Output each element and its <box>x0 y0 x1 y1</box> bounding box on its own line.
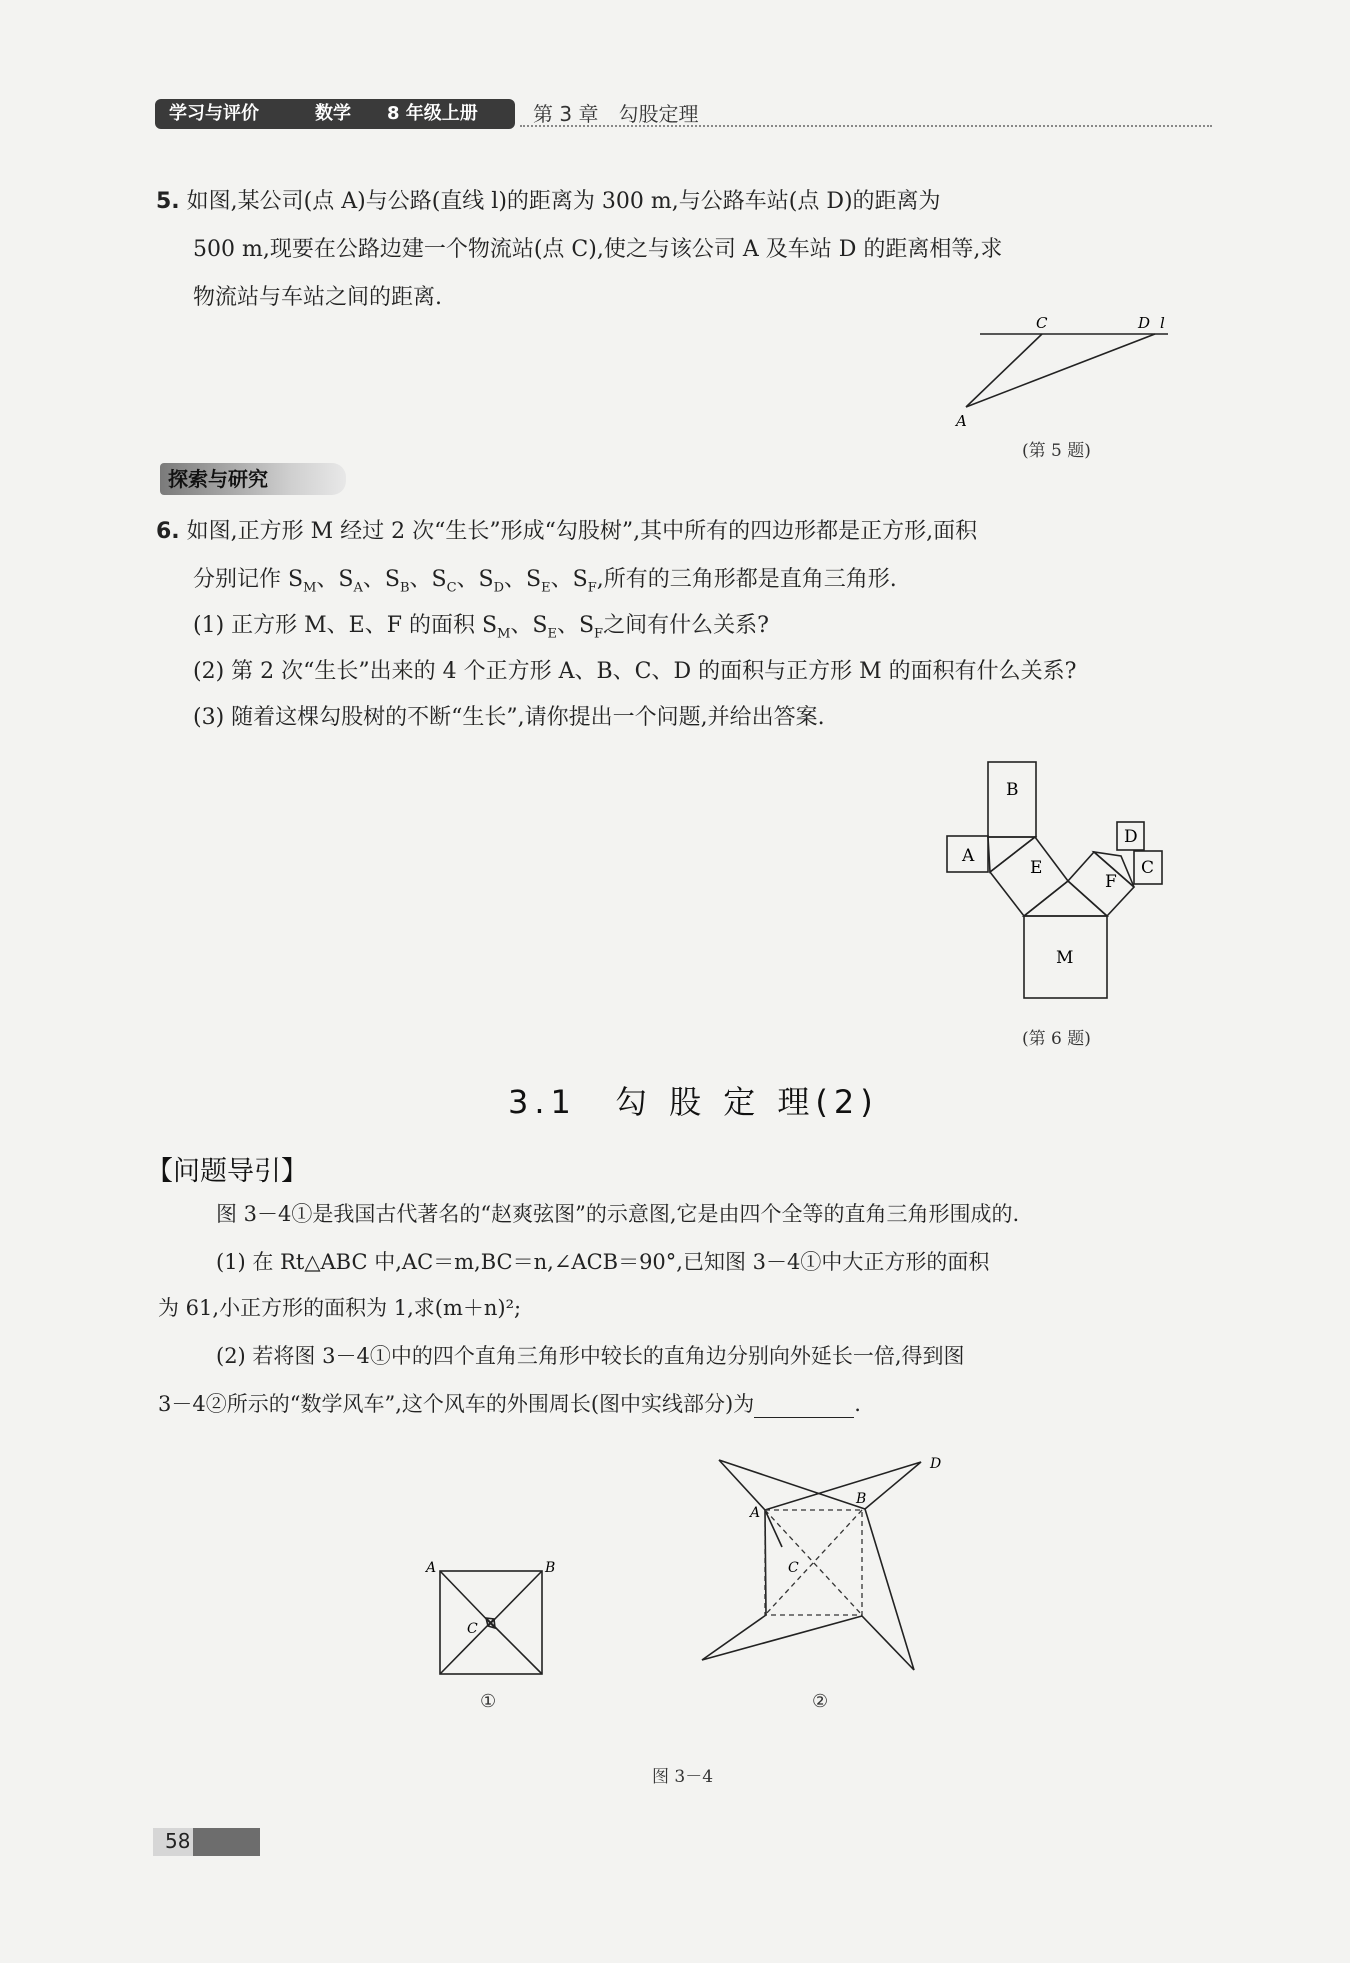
segment-ac <box>966 334 1042 407</box>
triangle-e <box>988 837 1035 872</box>
sub1-e: E <box>547 626 557 642</box>
header-chapter: 第 3 章 勾股定理 <box>533 102 699 126</box>
sub-d: D <box>493 580 505 596</box>
q5-number: 5. <box>156 189 180 214</box>
fig34-label-1: ① <box>480 1691 497 1712</box>
label-l: l <box>1160 314 1165 332</box>
header-band <box>155 99 515 129</box>
header-grade: 8 年级上册 <box>387 103 478 124</box>
hypo-2 <box>488 1571 542 1626</box>
sub-b: B <box>399 580 410 596</box>
q6-text-1: 如图,正方形 M 经过 2 次“生长”形成“勾股树”,其中所有的四边形都是正方形,面积 <box>186 519 978 544</box>
intro-p2-line2-text: 3－4②所示的“数学风车”,这个风车的外围周长(图中实线部分)为 <box>158 1392 755 1416</box>
q6-pythagoras-tree <box>940 755 1200 1005</box>
sub-a: A <box>353 580 363 596</box>
q5-line2: 500 m,现要在公路边建一个物流站(点 C),使之与该公司 A 及车站 D 的距离相等,求 <box>193 237 1003 262</box>
segment-ad <box>966 334 1155 407</box>
label-c: C <box>1036 314 1048 332</box>
q5-caption: (第 5 题) <box>1022 441 1091 461</box>
section-subtitle: 【问题导引】 <box>146 1156 308 1187</box>
intro-line1: 图 3－4①是我国古代著名的“赵爽弦图”的示意图,它是由四个全等的直角三角形围成的. <box>216 1202 1020 1226</box>
q6-sub1-post: 之间有什么关系? <box>603 613 769 638</box>
q6-sub1-pre: (1) 正方形 M、E、F 的面积 S <box>193 613 498 638</box>
sub1-m: M <box>497 626 511 642</box>
tree-label-d: D <box>1124 827 1138 847</box>
fig34-math-windmill <box>690 1440 950 1680</box>
windmill-blade-1 <box>719 1460 921 1510</box>
q6-line2-end: ,所有的三角形都是直角三角形. <box>596 567 897 592</box>
intro-p2-end: . <box>854 1392 861 1416</box>
q6-line2: 分别记作 $S_M$、$S_A$、$S_B$、$S_C$、$S_D$、$S_E$、$S_F$,所有的三角形都是直角三角形. <box>193 567 897 596</box>
intro-p2-line2 <box>158 1390 861 1418</box>
tree-label-b: B <box>1006 780 1019 800</box>
f2-label-d: D <box>930 1456 942 1472</box>
sub-f: F <box>587 580 597 596</box>
square-e <box>990 837 1068 916</box>
q5-line1 <box>156 188 941 216</box>
f2-label-b: B <box>856 1491 867 1507</box>
fig34-label-2: ② <box>812 1691 829 1712</box>
q6-number: 6. <box>156 519 180 544</box>
q6-line1 <box>156 518 977 546</box>
intro-p2-line1: (2) 若将图 3－4①中的四个直角三角形中较长的直角边分别向外延长一倍,得到图 <box>216 1344 965 1368</box>
fig34-caption: 图 3－4 <box>652 1767 714 1787</box>
f1-label-a: A <box>426 1560 437 1576</box>
header-divider <box>520 125 1212 127</box>
f2-label-a: A <box>750 1505 761 1521</box>
label-a: A <box>956 412 967 430</box>
q6-caption: (第 6 题) <box>1022 1029 1091 1049</box>
intro-p1-line1: (1) 在 Rt△ABC 中,AC＝m,BC＝n,∠ACB＝90°,已知图 3－4①中大正方形的面积 <box>216 1250 990 1274</box>
fig34-zhaoshuang-diagram <box>420 1560 560 1700</box>
windmill-blade-2 <box>702 1509 914 1670</box>
header-book: 学习与评价 <box>169 103 259 124</box>
q6-sub3: (3) 随着这棵勾股树的不断“生长”,请你提出一个问题,并给出答案. <box>193 705 825 730</box>
q5-text-1: 如图,某公司(点 A)与公路(直线 l)的距离为 300 m,与公路车站(点 D)的距离为 <box>186 189 941 214</box>
page-number: 58 <box>165 1829 191 1853</box>
f1-label-b: B <box>545 1560 556 1576</box>
answer-blank[interactable] <box>754 1395 854 1418</box>
sub-m: M <box>303 580 317 596</box>
q6-line2-start: 分别记作 S <box>193 567 304 592</box>
q5-line3: 物流站与车站之间的距离. <box>193 285 442 310</box>
q5-figure <box>950 310 1180 430</box>
tree-label-f: F <box>1105 872 1117 892</box>
sub-c: C <box>446 580 457 596</box>
tree-label-c: C <box>1141 858 1155 878</box>
f2-label-c: C <box>788 1560 799 1576</box>
sub1-f: F <box>594 626 604 642</box>
explore-section-tag: 探索与研究 <box>160 463 346 495</box>
triangle-m <box>1024 881 1107 916</box>
tree-label-e: E <box>1030 858 1043 878</box>
header-subject: 数学 <box>315 103 351 124</box>
q6-sub1: (1) 正方形 M、E、F 的面积 $S_M$、$S_E$、$S_F$之间有什么关系? <box>193 613 769 642</box>
label-d: D <box>1138 314 1151 332</box>
section-title: 3.1 勾 股 定 理(2) <box>508 1083 879 1121</box>
tree-label-m: M <box>1056 948 1074 968</box>
sub-e: E <box>541 580 551 596</box>
tree-label-a: A <box>962 846 975 866</box>
intro-p1-line2: 为 61,小正方形的面积为 1,求(m＋n)²; <box>158 1296 522 1320</box>
blade-edge-2 <box>765 1510 782 1547</box>
f1-label-c: C <box>467 1621 478 1637</box>
q6-sub2: (2) 第 2 次“生长”出来的 4 个正方形 A、B、C、D 的面积与正方形 M 的面积有什么关系? <box>193 659 1077 684</box>
